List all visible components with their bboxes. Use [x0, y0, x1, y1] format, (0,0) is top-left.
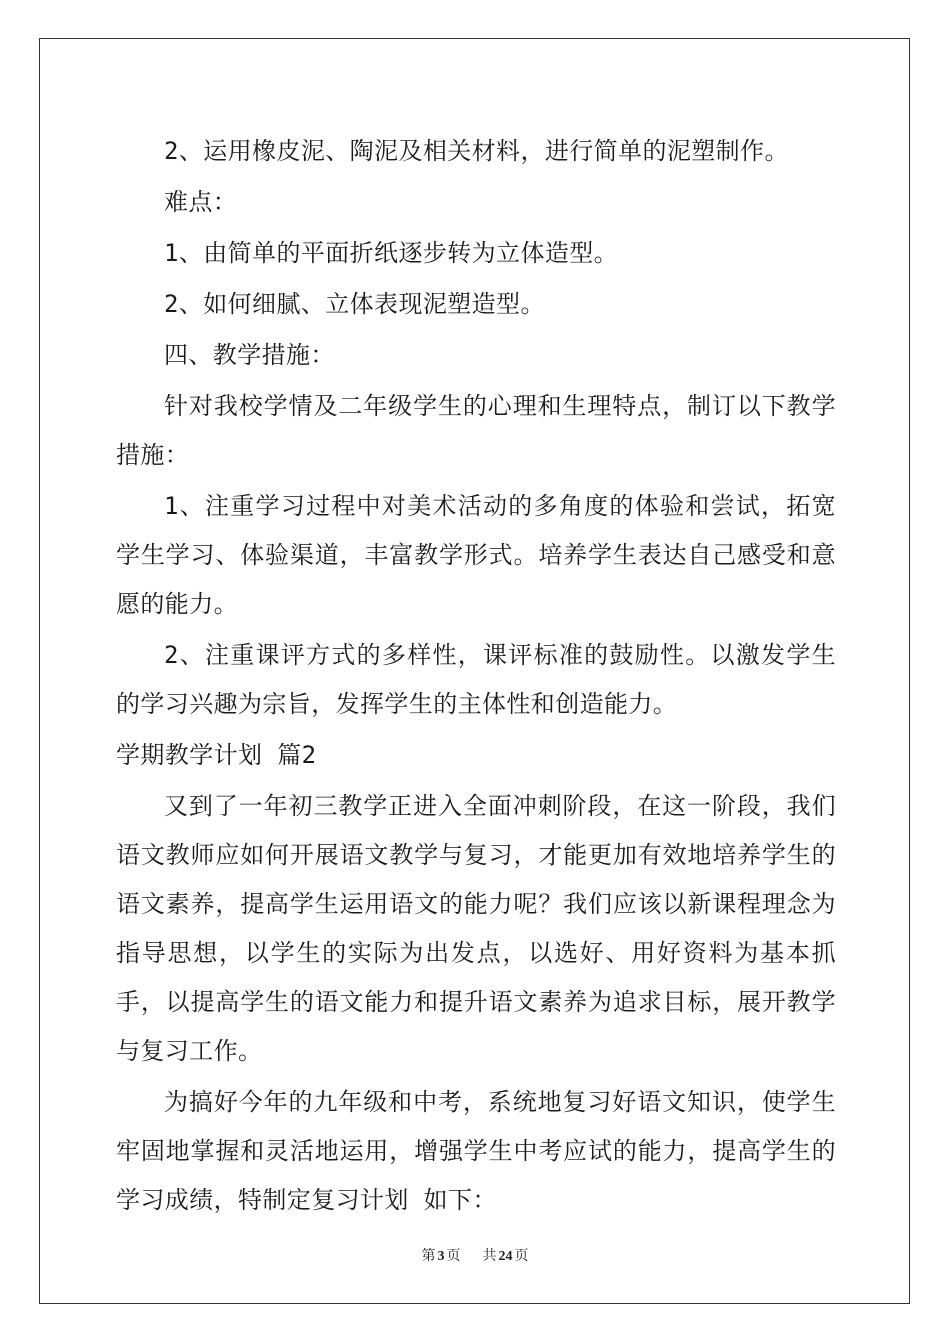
paragraph-2: 难点：	[164, 188, 238, 216]
page-prefix: 第	[421, 1249, 436, 1264]
section-paragraph-1: 又到了一年初三教学正进入全面冲刺阶段，在这一阶段，我们语文教师应如何开展语文教学与复习，才能更加有效地培养学生的语文素养，提高学生运用语文的能力呢？我们应该以新课程理念为指导思想，以学生的实际为出发点，以选好、用好资料为基本抓手，以提高学生的语文能力和提升语文素养为追求目标，展开教学与复习工作。	[116, 792, 836, 1065]
paragraph-7: 1、注重学习过程中对美术活动的多角度的体验和尝试，拓宽学生学习、体验渠道，丰富教学形式。培养学生表达自己感受和意愿的能力。	[116, 492, 836, 618]
page-suffix: 页	[446, 1249, 461, 1264]
paragraph-6: 针对我校学情及二年级学生的心理和生理特点，制订以下教学措施：	[116, 392, 836, 469]
total-suffix: 页	[514, 1249, 529, 1264]
page-number: 3	[437, 1249, 445, 1264]
paragraph-4: 2、如何细腻、立体表现泥塑造型。	[164, 290, 545, 318]
paragraph-3: 1、由简单的平面折纸逐步转为立体造型。	[164, 239, 619, 267]
total-pages: 24	[498, 1249, 513, 1264]
document-body	[116, 127, 836, 1227]
paragraph-5: 四、教学措施：	[164, 341, 335, 369]
page-footer	[0, 1245, 950, 1265]
page-indicator	[420, 1249, 463, 1264]
total-prefix: 共	[482, 1249, 497, 1264]
section-title: 学期教学计划 篇2	[116, 741, 317, 769]
paragraph-8: 2、注重课评方式的多样性，课评标准的鼓励性。以激发学生的学习兴趣为宗旨，发挥学生的主体性和创造能力。	[116, 641, 836, 718]
total-pages-indicator	[481, 1249, 531, 1264]
paragraph-1: 2、运用橡皮泥、陶泥及相关材料，进行简单的泥塑制作。	[164, 137, 789, 165]
section-paragraph-2: 为搞好今年的九年级和中考，系统地复习好语文知识，使学生牢固地掌握和灵活地运用，增强学生中考应试的能力，提高学生的学习成绩，特制定复习计划 如下：	[116, 1088, 836, 1214]
